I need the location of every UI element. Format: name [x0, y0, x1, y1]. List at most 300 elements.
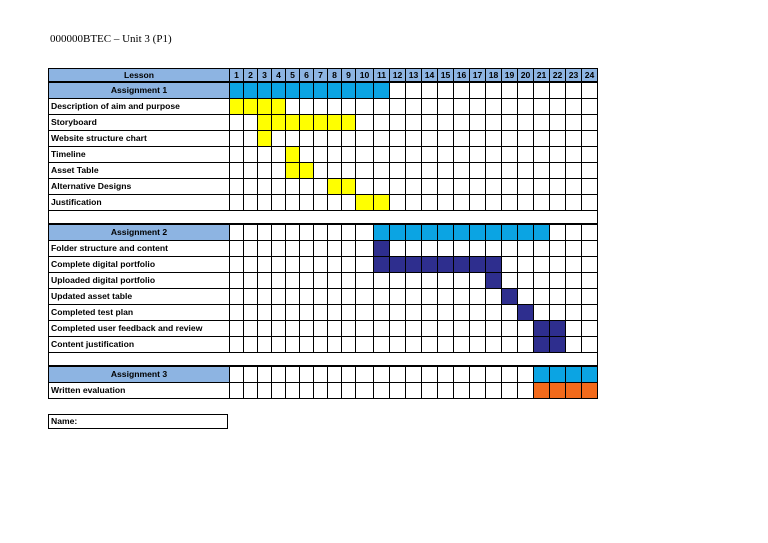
task-cell — [257, 194, 272, 211]
task-cell — [533, 320, 550, 337]
task-cell — [355, 114, 374, 131]
task-cell — [327, 272, 342, 289]
task-cell — [299, 256, 314, 273]
task-cell — [437, 98, 454, 115]
task-cell — [549, 382, 566, 399]
task-cell — [581, 382, 598, 399]
assignment-cell — [517, 224, 534, 241]
task-cell — [373, 114, 390, 131]
task-cell — [299, 130, 314, 147]
task-cell — [501, 304, 518, 321]
task-cell — [285, 146, 300, 163]
assignment-cell — [453, 366, 470, 383]
task-cell — [549, 178, 566, 195]
task-cell — [405, 194, 422, 211]
task-label: Updated asset table — [48, 288, 230, 305]
task-cell — [565, 272, 582, 289]
task-cell — [565, 130, 582, 147]
task-cell — [389, 320, 406, 337]
task-cell — [341, 382, 356, 399]
lesson-number-3: 3 — [257, 68, 272, 82]
assignment-cell — [373, 224, 390, 241]
task-cell — [355, 304, 374, 321]
task-cell — [243, 98, 258, 115]
task-cell — [229, 178, 244, 195]
task-cell — [517, 272, 534, 289]
lesson-number-24: 24 — [581, 68, 598, 82]
task-cell — [517, 162, 534, 179]
task-cell — [243, 240, 258, 257]
task-cell — [299, 240, 314, 257]
task-cell — [549, 320, 566, 337]
assignment-cell — [229, 366, 244, 383]
assignment-cell — [285, 366, 300, 383]
task-cell — [405, 304, 422, 321]
task-cell — [517, 146, 534, 163]
task-cell — [453, 130, 470, 147]
task-cell — [469, 272, 486, 289]
task-cell — [299, 162, 314, 179]
task-cell — [229, 146, 244, 163]
lesson-number-6: 6 — [299, 68, 314, 82]
task-cell — [405, 256, 422, 273]
task-cell — [453, 256, 470, 273]
task-cell — [501, 146, 518, 163]
assignment-cell — [373, 366, 390, 383]
task-cell — [341, 272, 356, 289]
task-cell — [485, 240, 502, 257]
task-cell — [327, 114, 342, 131]
task-label: Complete digital portfolio — [48, 256, 230, 273]
task-cell — [243, 304, 258, 321]
task-cell — [389, 162, 406, 179]
task-cell — [421, 146, 438, 163]
task-cell — [341, 98, 356, 115]
task-cell — [485, 288, 502, 305]
task-cell — [341, 114, 356, 131]
assignment-cell — [565, 82, 582, 99]
task-cell — [299, 382, 314, 399]
task-cell — [389, 178, 406, 195]
assignment-cell — [389, 366, 406, 383]
task-cell — [453, 272, 470, 289]
task-cell — [581, 256, 598, 273]
task-cell — [229, 114, 244, 131]
task-cell — [285, 98, 300, 115]
assignment-cell — [549, 366, 566, 383]
task-cell — [243, 382, 258, 399]
assignment-cell — [257, 82, 272, 99]
assignment-cell — [533, 82, 550, 99]
task-cell — [533, 146, 550, 163]
task-cell — [355, 256, 374, 273]
task-cell — [485, 194, 502, 211]
task-cell — [299, 272, 314, 289]
assignment-cell — [565, 224, 582, 241]
task-cell — [271, 288, 286, 305]
task-cell — [565, 194, 582, 211]
task-cell — [485, 162, 502, 179]
task-cell — [373, 256, 390, 273]
lesson-number-14: 14 — [421, 68, 438, 82]
assignment-cell — [243, 82, 258, 99]
task-cell — [405, 272, 422, 289]
task-cell — [533, 256, 550, 273]
task-cell — [549, 272, 566, 289]
task-cell — [389, 98, 406, 115]
task-cell — [549, 336, 566, 353]
task-cell — [437, 240, 454, 257]
task-cell — [373, 178, 390, 195]
assignment-cell — [327, 82, 342, 99]
task-cell — [453, 320, 470, 337]
task-cell — [229, 272, 244, 289]
separator-row — [48, 210, 598, 224]
task-cell — [373, 272, 390, 289]
task-cell — [229, 382, 244, 399]
task-cell — [285, 288, 300, 305]
lesson-number-4: 4 — [271, 68, 286, 82]
task-label: Completed user feedback and review — [48, 320, 230, 337]
task-cell — [501, 288, 518, 305]
task-cell — [313, 382, 328, 399]
assignment-cell — [299, 224, 314, 241]
task-cell — [405, 178, 422, 195]
task-cell — [565, 178, 582, 195]
task-cell — [373, 130, 390, 147]
task-cell — [373, 304, 390, 321]
lesson-number-7: 7 — [313, 68, 328, 82]
assignment-cell — [549, 224, 566, 241]
task-cell — [501, 336, 518, 353]
task-cell — [437, 272, 454, 289]
task-cell — [257, 240, 272, 257]
assignment-cell — [243, 224, 258, 241]
task-cell — [271, 130, 286, 147]
task-cell — [565, 162, 582, 179]
assignment-cell — [257, 224, 272, 241]
assignment-cell — [469, 366, 486, 383]
assignment-cell — [355, 224, 374, 241]
task-cell — [517, 320, 534, 337]
task-cell — [355, 240, 374, 257]
task-cell — [581, 98, 598, 115]
task-cell — [373, 336, 390, 353]
task-cell — [313, 162, 328, 179]
lesson-number-2: 2 — [243, 68, 258, 82]
task-label: Completed test plan — [48, 304, 230, 321]
task-cell — [271, 162, 286, 179]
task-cell — [355, 162, 374, 179]
task-cell — [299, 114, 314, 131]
assignment-cell — [581, 82, 598, 99]
task-cell — [533, 288, 550, 305]
task-cell — [341, 304, 356, 321]
task-cell — [437, 304, 454, 321]
assignment-cell — [285, 224, 300, 241]
task-cell — [405, 114, 422, 131]
task-cell — [517, 240, 534, 257]
task-cell — [229, 162, 244, 179]
task-cell — [501, 194, 518, 211]
task-cell — [257, 162, 272, 179]
task-cell — [533, 162, 550, 179]
task-cell — [517, 130, 534, 147]
task-cell — [341, 288, 356, 305]
task-label: Uploaded digital portfolio — [48, 272, 230, 289]
task-cell — [549, 162, 566, 179]
separator-row — [48, 352, 598, 366]
assignment-cell — [257, 366, 272, 383]
task-cell — [271, 320, 286, 337]
task-cell — [421, 272, 438, 289]
task-cell — [533, 272, 550, 289]
assignment-cell — [453, 82, 470, 99]
task-cell — [341, 162, 356, 179]
task-cell — [313, 336, 328, 353]
task-cell — [437, 256, 454, 273]
task-cell — [453, 336, 470, 353]
task-cell — [533, 382, 550, 399]
task-cell — [313, 178, 328, 195]
task-cell — [313, 272, 328, 289]
task-cell — [243, 256, 258, 273]
task-cell — [565, 336, 582, 353]
task-label: Storyboard — [48, 114, 230, 131]
task-cell — [271, 272, 286, 289]
task-cell — [549, 130, 566, 147]
task-cell — [501, 162, 518, 179]
task-cell — [257, 288, 272, 305]
task-cell — [243, 336, 258, 353]
task-cell — [581, 320, 598, 337]
task-cell — [243, 272, 258, 289]
task-cell — [271, 194, 286, 211]
task-cell — [565, 304, 582, 321]
task-cell — [469, 178, 486, 195]
task-label: Written evaluation — [48, 382, 230, 399]
assignment-cell — [517, 82, 534, 99]
task-cell — [581, 304, 598, 321]
task-label: Folder structure and content — [48, 240, 230, 257]
task-cell — [549, 240, 566, 257]
task-cell — [501, 98, 518, 115]
task-cell — [341, 146, 356, 163]
task-cell — [405, 336, 422, 353]
assignment-cell — [421, 224, 438, 241]
task-cell — [405, 320, 422, 337]
task-cell — [389, 304, 406, 321]
task-cell — [485, 304, 502, 321]
task-cell — [485, 382, 502, 399]
assignment-cell — [389, 224, 406, 241]
assignment-cell — [373, 82, 390, 99]
lesson-number-1: 1 — [229, 68, 244, 82]
task-cell — [533, 98, 550, 115]
lesson-number-18: 18 — [485, 68, 502, 82]
task-cell — [229, 304, 244, 321]
assignment-cell — [243, 366, 258, 383]
task-label: Description of aim and purpose — [48, 98, 230, 115]
task-cell — [405, 162, 422, 179]
task-cell — [285, 240, 300, 257]
lesson-number-20: 20 — [517, 68, 534, 82]
task-cell — [437, 320, 454, 337]
task-cell — [517, 304, 534, 321]
task-cell — [565, 240, 582, 257]
task-cell — [327, 98, 342, 115]
task-cell — [257, 382, 272, 399]
assignment-cell — [405, 224, 422, 241]
task-cell — [313, 256, 328, 273]
task-cell — [257, 98, 272, 115]
task-cell — [389, 146, 406, 163]
document-title: 000000BTEC – Unit 3 (P1) — [50, 33, 172, 45]
task-cell — [327, 320, 342, 337]
task-cell — [271, 256, 286, 273]
task-cell — [421, 336, 438, 353]
task-cell — [389, 130, 406, 147]
task-cell — [469, 130, 486, 147]
assignment-cell — [313, 224, 328, 241]
assignment-cell — [485, 224, 502, 241]
task-cell — [271, 114, 286, 131]
task-cell — [229, 240, 244, 257]
assignment-cell — [421, 366, 438, 383]
task-cell — [437, 382, 454, 399]
task-cell — [469, 194, 486, 211]
task-cell — [243, 288, 258, 305]
task-cell — [437, 288, 454, 305]
task-cell — [405, 288, 422, 305]
task-cell — [533, 178, 550, 195]
task-cell — [299, 146, 314, 163]
task-cell — [327, 162, 342, 179]
task-cell — [341, 178, 356, 195]
task-cell — [533, 130, 550, 147]
assignment-cell — [355, 366, 374, 383]
task-cell — [453, 288, 470, 305]
task-cell — [285, 382, 300, 399]
task-cell — [313, 130, 328, 147]
task-cell — [313, 194, 328, 211]
task-cell — [285, 336, 300, 353]
task-cell — [313, 146, 328, 163]
task-cell — [389, 272, 406, 289]
task-cell — [327, 130, 342, 147]
task-cell — [533, 336, 550, 353]
assignment-cell — [549, 82, 566, 99]
task-cell — [581, 130, 598, 147]
task-cell — [421, 288, 438, 305]
task-cell — [373, 240, 390, 257]
assignment-cell — [229, 224, 244, 241]
task-cell — [229, 130, 244, 147]
task-cell — [581, 336, 598, 353]
task-cell — [581, 240, 598, 257]
task-cell — [581, 194, 598, 211]
lesson-number-23: 23 — [565, 68, 582, 82]
task-cell — [327, 194, 342, 211]
assignment-cell — [581, 366, 598, 383]
task-cell — [549, 256, 566, 273]
task-cell — [517, 382, 534, 399]
lesson-number-11: 11 — [373, 68, 390, 82]
task-cell — [421, 304, 438, 321]
task-cell — [549, 194, 566, 211]
task-cell — [355, 336, 374, 353]
task-cell — [341, 320, 356, 337]
name-field[interactable]: Name: — [48, 414, 228, 429]
assignment-cell — [229, 82, 244, 99]
task-cell — [243, 162, 258, 179]
task-cell — [229, 98, 244, 115]
task-cell — [389, 382, 406, 399]
task-cell — [285, 178, 300, 195]
task-cell — [565, 382, 582, 399]
task-cell — [285, 114, 300, 131]
assignment-cell — [271, 366, 286, 383]
task-cell — [389, 240, 406, 257]
task-cell — [453, 240, 470, 257]
task-cell — [469, 256, 486, 273]
assignment-cell — [437, 82, 454, 99]
task-cell — [299, 194, 314, 211]
task-cell — [485, 178, 502, 195]
assignment-cell — [313, 82, 328, 99]
task-cell — [437, 194, 454, 211]
task-cell — [389, 336, 406, 353]
task-cell — [243, 146, 258, 163]
task-cell — [285, 194, 300, 211]
assignment-cell — [421, 82, 438, 99]
task-cell — [453, 98, 470, 115]
task-cell — [257, 272, 272, 289]
assignment-cell — [469, 224, 486, 241]
task-cell — [355, 288, 374, 305]
task-cell — [243, 130, 258, 147]
task-cell — [327, 178, 342, 195]
task-cell — [257, 320, 272, 337]
task-cell — [517, 178, 534, 195]
assignment-heading: Assignment 2 — [48, 224, 230, 241]
task-cell — [437, 146, 454, 163]
task-cell — [565, 288, 582, 305]
task-cell — [313, 288, 328, 305]
task-label: Asset Table — [48, 162, 230, 179]
lesson-number-17: 17 — [469, 68, 486, 82]
assignment-cell — [453, 224, 470, 241]
task-cell — [517, 288, 534, 305]
assignment-cell — [405, 82, 422, 99]
assignment-cell — [485, 366, 502, 383]
task-cell — [327, 382, 342, 399]
task-cell — [389, 114, 406, 131]
task-cell — [581, 288, 598, 305]
task-cell — [469, 146, 486, 163]
task-cell — [355, 130, 374, 147]
assignment-cell — [355, 82, 374, 99]
task-cell — [405, 240, 422, 257]
task-cell — [565, 98, 582, 115]
task-cell — [327, 336, 342, 353]
task-cell — [517, 98, 534, 115]
task-cell — [453, 194, 470, 211]
task-cell — [341, 130, 356, 147]
assignment-cell — [533, 224, 550, 241]
lesson-number-21: 21 — [533, 68, 550, 82]
task-cell — [271, 146, 286, 163]
